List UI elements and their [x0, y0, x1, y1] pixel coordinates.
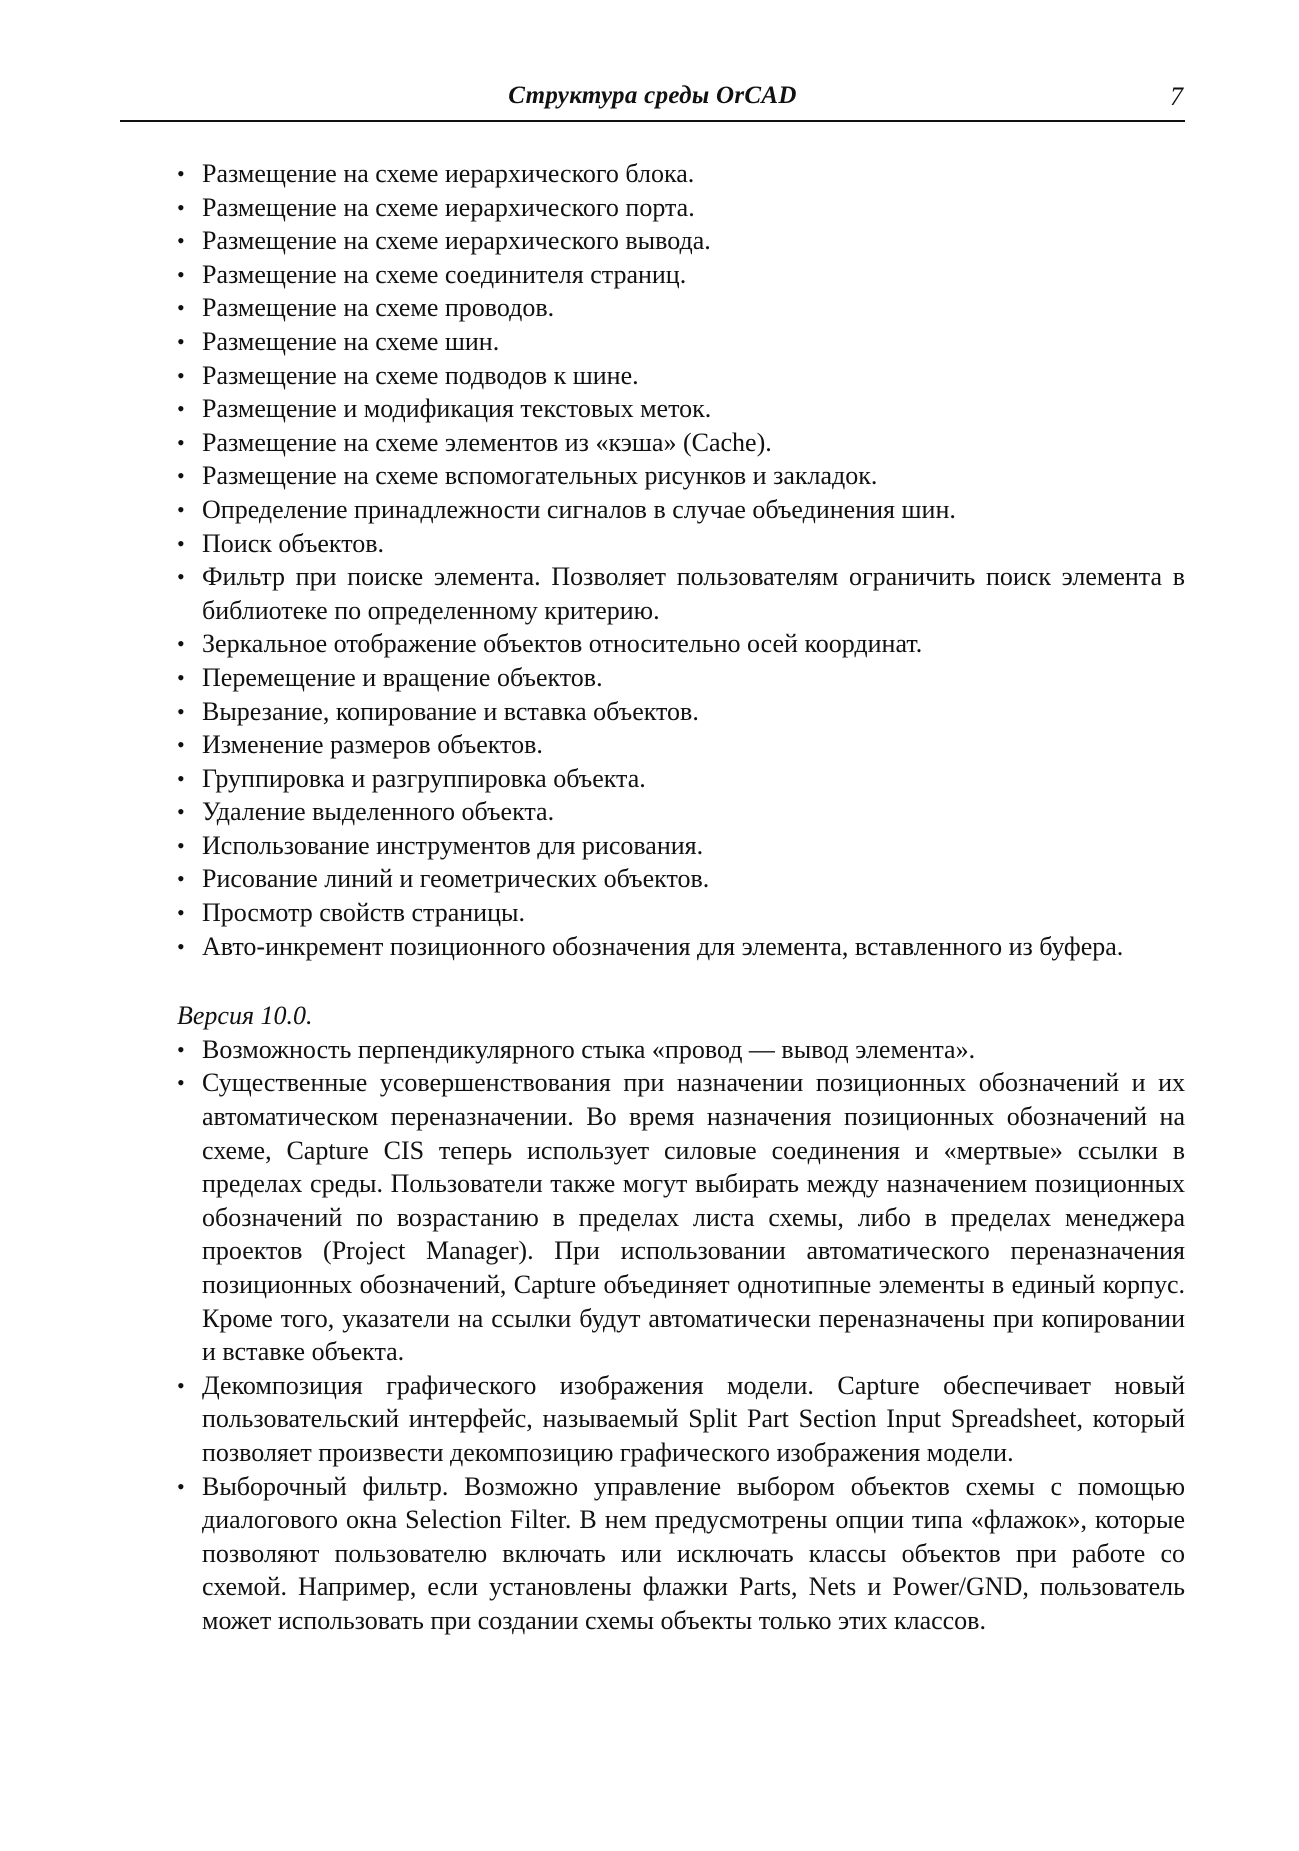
- list-item: • Возможность перпендикулярного стыка «провод — вывод элемента».: [177, 1033, 1185, 1067]
- list-item: • Размещение на схеме иерархического блока.: [177, 157, 1185, 191]
- feature-list: [177, 157, 1185, 963]
- list-item: • Выборочный фильтр. Возможно управление выбором объектов схемы с помощью диалогового окна Selection Filter. В нем предусмотрены опции типа «флажок», которые позволяют пользователю включать или исключать классы объектов при работе со схемой. Например, если установлены флажки Parts, Nets и Power/GND, пользователь может использовать при создании схемы объекты только этих классов.: [177, 1470, 1185, 1638]
- list-item: • Размещение на схеме шин.: [177, 325, 1185, 359]
- list-item: • Размещение на схеме иерархического вывода.: [177, 224, 1185, 258]
- list-item: • Перемещение и вращение объектов.: [177, 661, 1185, 695]
- list-item: • Удаление выделенного объекта.: [177, 795, 1185, 829]
- list-item: • Определение принадлежности сигналов в случае объединения шин.: [177, 493, 1185, 527]
- list-item: • Размещение на схеме проводов.: [177, 291, 1185, 325]
- list-item: • Размещение на схеме иерархического порта.: [177, 191, 1185, 225]
- list-item: • Рисование линий и геометрических объектов.: [177, 862, 1185, 896]
- list-item: • Размещение на схеме элементов из «кэша» (Cache).: [177, 426, 1185, 460]
- list-item: • Фильтр при поиске элемента. Позволяет пользователям ограничить поиск элемента в библиотеке по определенному критерию.: [177, 560, 1185, 627]
- list-item: • Изменение размеров объектов.: [177, 728, 1185, 762]
- list-item: • Декомпозиция графического изображения модели. Capture обеспечивает новый пользовательский интерфейс, называемый Split Part Section Input Spreadsheet, который позволяет произвести декомпозицию графического изображения модели.: [177, 1369, 1185, 1470]
- header-rule: [120, 120, 1185, 122]
- running-header: [120, 82, 1185, 122]
- page-body: [177, 157, 1185, 1638]
- list-item: • Зеркальное отображение объектов относительно осей координат.: [177, 627, 1185, 661]
- list-item: • Просмотр свойств страницы.: [177, 896, 1185, 930]
- version-feature-list: [177, 1033, 1185, 1638]
- running-title: Структура среды OrCAD: [508, 82, 797, 109]
- list-item: • Использование инструментов для рисования.: [177, 829, 1185, 863]
- version-heading: Версия 10.0.: [177, 1001, 313, 1031]
- list-item: • Размещение на схеме вспомогательных рисунков и закладок.: [177, 459, 1185, 493]
- list-item: • Вырезание, копирование и вставка объектов.: [177, 695, 1185, 729]
- list-item: • Группировка и разгруппировка объекта.: [177, 762, 1185, 796]
- list-item: • Размещение на схеме подводов к шине.: [177, 359, 1185, 393]
- list-item: • Размещение и модификация текстовых меток.: [177, 392, 1185, 426]
- page-number: 7: [1170, 82, 1183, 111]
- list-item: • Авто-инкремент позиционного обозначения для элемента, вставленного из буфера.: [177, 930, 1185, 964]
- list-item: • Существенные усовершенствования при назначении позиционных обозначений и их автоматическом переназначении. Во время назначения позиционных обозначений на схеме, Capture CIS теперь использует силовые соединения и «мертвые» ссылки в пределах среды. Пользователи также могут выбирать между назначением позиционных обозначений по возрастанию в пределах листа схемы, либо в пределах менеджера проектов (Project Manager). При использовании автоматического переназначения позиционных обозначений, Capture объединяет однотипные элементы в единый корпус. Кроме того, указатели на ссылки будут автоматически переназначены при копировании и вставке объекта.: [177, 1066, 1185, 1368]
- list-item: • Поиск объектов.: [177, 527, 1185, 561]
- list-item: • Размещение на схеме соединителя страниц.: [177, 258, 1185, 292]
